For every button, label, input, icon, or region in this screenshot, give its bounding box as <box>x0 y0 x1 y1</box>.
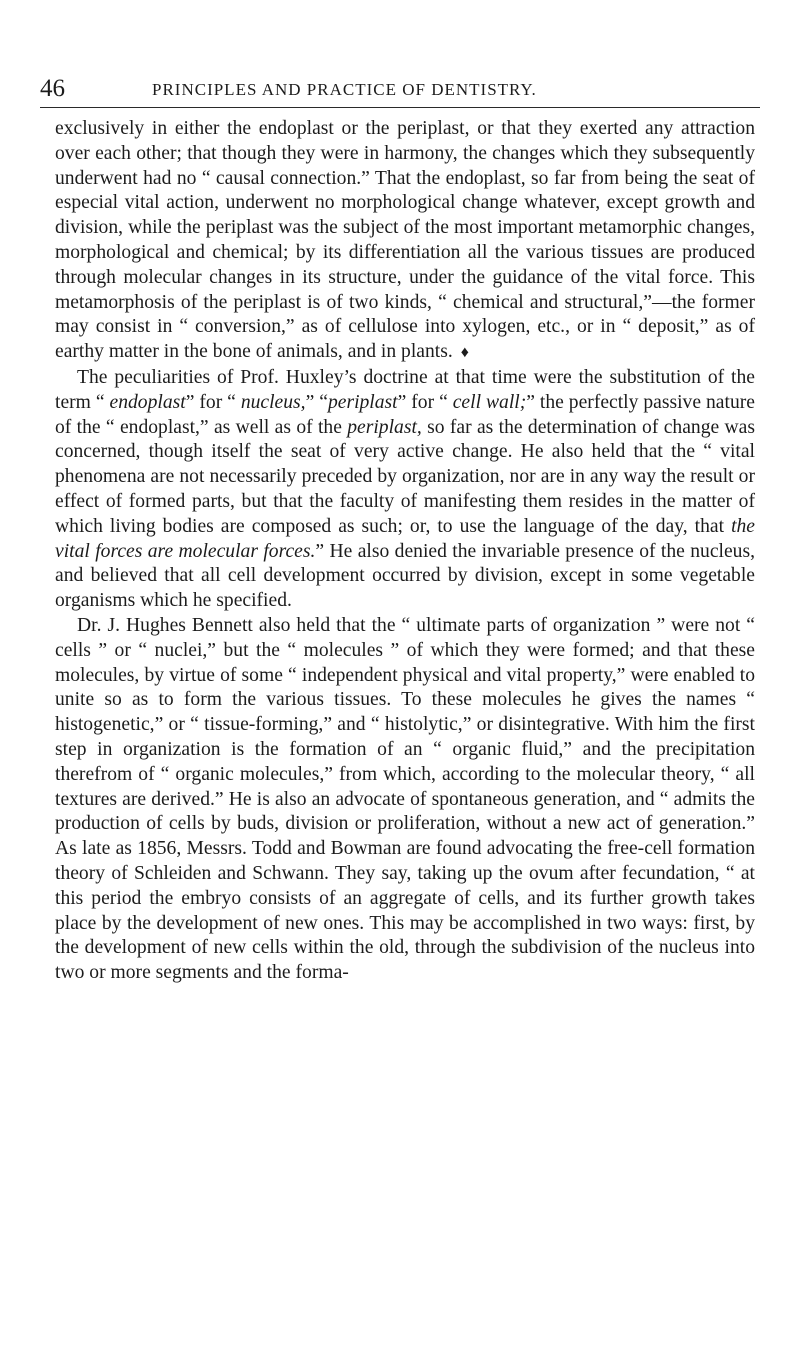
italic-text: endoplast <box>109 391 186 413</box>
italic-text: cell wall; <box>452 391 527 413</box>
paragraph <box>55 117 755 366</box>
italic-text: the vital forces are molecular forces. <box>55 515 755 562</box>
stray-mark: ♦ <box>460 344 469 362</box>
text-run: so far as the determination of change was concerned, though itself the seat of very active change. He also held that the “ vital phenomena are not necessarily preceded by organization, nor are in any way the result or effect of formed parts, but that the faculty of manifesting them resides in the matter of which living bodies are composed as such; or, to use the language of the day, that <box>55 416 755 537</box>
body-text <box>55 117 755 986</box>
text-run: ” for “ <box>397 391 453 413</box>
italic-text: periplast, <box>347 416 422 438</box>
text-run: ” He also denied the invariable presence of the nucleus, and believed that all cell development occurred by division, except in some vegetable organisms which he specified. <box>55 540 755 612</box>
italic-text: nucleus, <box>240 391 306 413</box>
paragraph <box>55 366 755 614</box>
page-header <box>40 75 760 108</box>
text-run: ” the perfectly passive nature of the “ endoplast,” as well as of the <box>55 391 755 438</box>
text-run: ” “ <box>305 391 328 413</box>
text-run: ” for “ <box>185 391 241 413</box>
page-number: 46 <box>40 75 65 102</box>
text-run: The peculiarities of Prof. Huxley’s doctrine at that time were the substitution of the term “ <box>55 366 755 413</box>
italic-text: periplast <box>327 391 398 413</box>
paragraph <box>55 614 755 986</box>
running-title: PRINCIPLES AND PRACTICE OF DENTISTRY. <box>152 80 537 99</box>
text-run: exclusively in either the endoplast or the periplast, or that they exerted any attraction over each other; that though they were in harmony, the changes which they subsequently underwent had no “ causal connection.” That the endoplast, so far from being the seat of especial vital action, underwent no morphological change whatever, except growth and division, while the periplast was the subject of the most important metamorphic changes, morphological and chemical; by its differentiation all the various tissues are produced through molecular changes in its structure, under the guidance of the vital force. This metamorphosis of the periplast is of two kinds, “ chemical and structural,”—the former may consist in “ conversion,” as of cellulose into xylogen, etc., or in “ deposit,” as of earthy matter in the bone of animals, and in plants. <box>55 118 755 363</box>
text-run: Dr. J. Hughes Bennett also held that the “ ultimate parts of organization ” were not “ cells ” or “ nuclei,” but the “ molecules ” of which they were formed; and that these molecules, by virtue of some “ independent physical and vital property,” were enabled to unite so as to form the various tissues. To these molecules he gives the names “ histogenetic,” or “ tissue-forming,” and “ histolytic,” or disintegrative. With him the first step in organization is the formation of an “ organic fluid,” and the precipitation therefrom of “ organic molecules,” from which, according to the molecular theory, “ all textures are derived.” He is also an advocate of spontaneous generation, and “ admits the production of cells by buds, division or proliferation, without a new act of generation.” As late as 1856, Messrs. Todd and Bowman are found advocating the free-cell formation theory of Schleiden and Schwann. They say, taking up the ovum after fecundation, “ at this period the embryo consists of an aggregate of cells, and its further growth takes place by the development of new ones. This may be accomplished in two ways: first, by the development of new cells within the old, through the subdivision of the nucleus into two or more segments and the forma- <box>55 614 755 984</box>
